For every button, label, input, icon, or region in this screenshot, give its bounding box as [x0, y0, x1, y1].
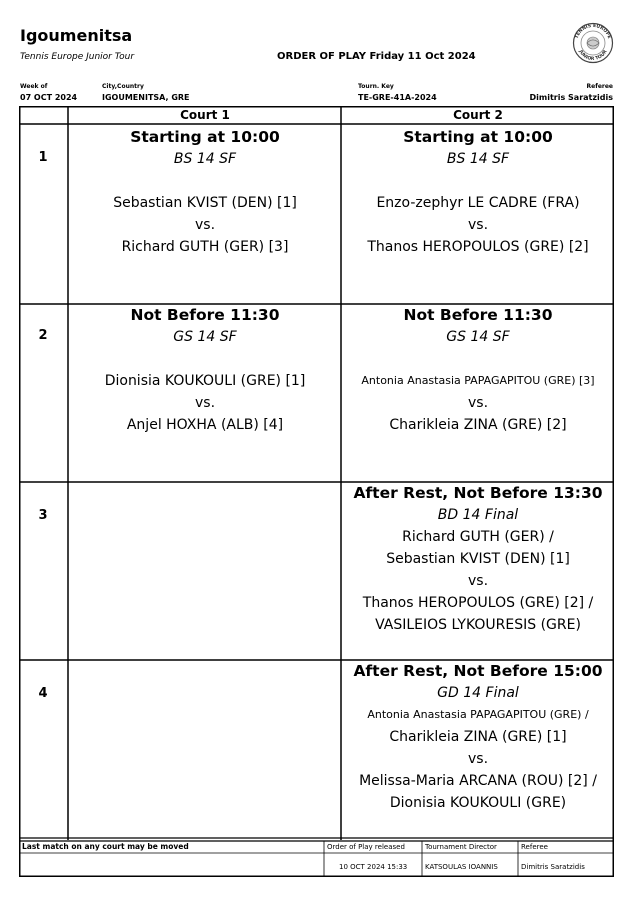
match-time: After Rest, Not Before 13:30 [353, 484, 603, 502]
released-label: Order of Play released [327, 843, 405, 851]
player-line: Sebastian KVIST (DEN) [1] [113, 195, 297, 211]
match-event: GS 14 SF [173, 329, 237, 345]
vs-line: vs. [467, 395, 489, 411]
match-event: BS 14 SF [446, 151, 510, 167]
row-number-2: 2 [38, 328, 48, 343]
player-line: Anjel HOXHA (ALB) [4] [126, 417, 284, 433]
row-number-4: 4 [38, 686, 48, 701]
row-number-1: 1 [38, 150, 48, 165]
tennis-europe-logo-icon [572, 22, 614, 64]
tourn-key-label: Tourn. Key [358, 83, 394, 90]
tournament-title: Igoumenitsa [20, 26, 133, 45]
match-cell-r3-c2 [342, 482, 614, 636]
vs-line: vs. [194, 395, 216, 411]
match-time: Not Before 11:30 [403, 306, 553, 324]
player-line: Enzo-zephyr LE CADRE (FRA) [376, 195, 580, 211]
player-line: Richard GUTH (GER) / [402, 529, 554, 545]
court-2-header: Court 2 [453, 108, 503, 122]
week-value: 07 OCT 2024 [20, 93, 78, 102]
match-cell-r2-c2 [342, 304, 614, 436]
vs-line: vs. [467, 573, 489, 589]
match-event: BD 14 Final [437, 507, 519, 523]
player-line: Thanos HEROPOULOS (GRE) [2] [367, 239, 589, 255]
match-event: BS 14 SF [173, 151, 237, 167]
player-line: Thanos HEROPOULOS (GRE) [2] / [362, 595, 594, 611]
player-line: Antonia Anastasia PAPAGAPITOU (GRE) / [367, 708, 589, 721]
svg-text:JUNIOR TOUR: JUNIOR TOUR [577, 49, 609, 63]
row-number-3: 3 [38, 508, 48, 523]
order-of-play-grid [19, 106, 614, 877]
match-cell-r2-c1 [69, 304, 341, 436]
match-cell-r1-c2 [342, 126, 614, 258]
match-time: Not Before 11:30 [130, 306, 280, 324]
tourn-key-value: TE-GRE-41A-2024 [358, 93, 437, 102]
director-value: KATSOULAS IOANNIS [425, 863, 498, 871]
spacer-line [342, 170, 614, 192]
player-line: Charikleia ZINA (GRE) [1] [389, 729, 567, 745]
match-time: Starting at 10:00 [130, 128, 280, 146]
director-label: Tournament Director [425, 843, 497, 851]
footer-referee-value: Dimitris Saratzidis [521, 863, 585, 871]
player-line: Charikleia ZINA (GRE) [2] [389, 417, 567, 433]
match-event: GD 14 Final [437, 685, 519, 701]
match-cell-r4-c2 [342, 660, 614, 814]
match-time: Starting at 10:00 [403, 128, 553, 146]
footer-referee-label: Referee [521, 843, 548, 851]
player-line: Dionisia KOUKOULI (GRE) [389, 795, 567, 811]
tour-subtitle: Tennis Europe Junior Tour [20, 52, 135, 62]
match-time: After Rest, Not Before 15:00 [353, 662, 603, 680]
city-label: City,Country [102, 83, 144, 90]
referee-value: Dimitris Saratzidis [529, 93, 613, 102]
week-label: Week of [20, 83, 48, 90]
order-of-play-heading: ORDER OF PLAY Friday 11 Oct 2024 [277, 51, 476, 62]
player-line: Richard GUTH (GER) [3] [121, 239, 289, 255]
vs-line: vs. [467, 217, 489, 233]
released-value: 10 OCT 2024 15:33 [339, 863, 408, 871]
spacer-line [69, 348, 341, 370]
vs-line: vs. [467, 751, 489, 767]
player-line: VASILEIOS LYKOURESIS (GRE) [375, 617, 581, 633]
match-cell-r1-c1 [69, 126, 341, 258]
player-line: Dionisia KOUKOULI (GRE) [1] [104, 373, 306, 389]
match-event: GS 14 SF [446, 329, 510, 345]
player-line: Sebastian KVIST (DEN) [1] [386, 551, 570, 567]
vs-line: vs. [194, 217, 216, 233]
player-line: Melissa-Maria ARCANA (ROU) [2] / [359, 773, 597, 789]
spacer-line [342, 348, 614, 370]
referee-label: Referee [586, 83, 613, 90]
court-1-header: Court 1 [180, 108, 230, 122]
city-value: IGOUMENITSA, GRE [102, 93, 190, 102]
svg-text:TENNIS EUROPE: TENNIS EUROPE [574, 23, 612, 40]
player-line: Antonia Anastasia PAPAGAPITOU (GRE) [3] [361, 374, 595, 387]
spacer-line [69, 170, 341, 192]
footer-note: Last match on any court may be moved [22, 842, 189, 851]
